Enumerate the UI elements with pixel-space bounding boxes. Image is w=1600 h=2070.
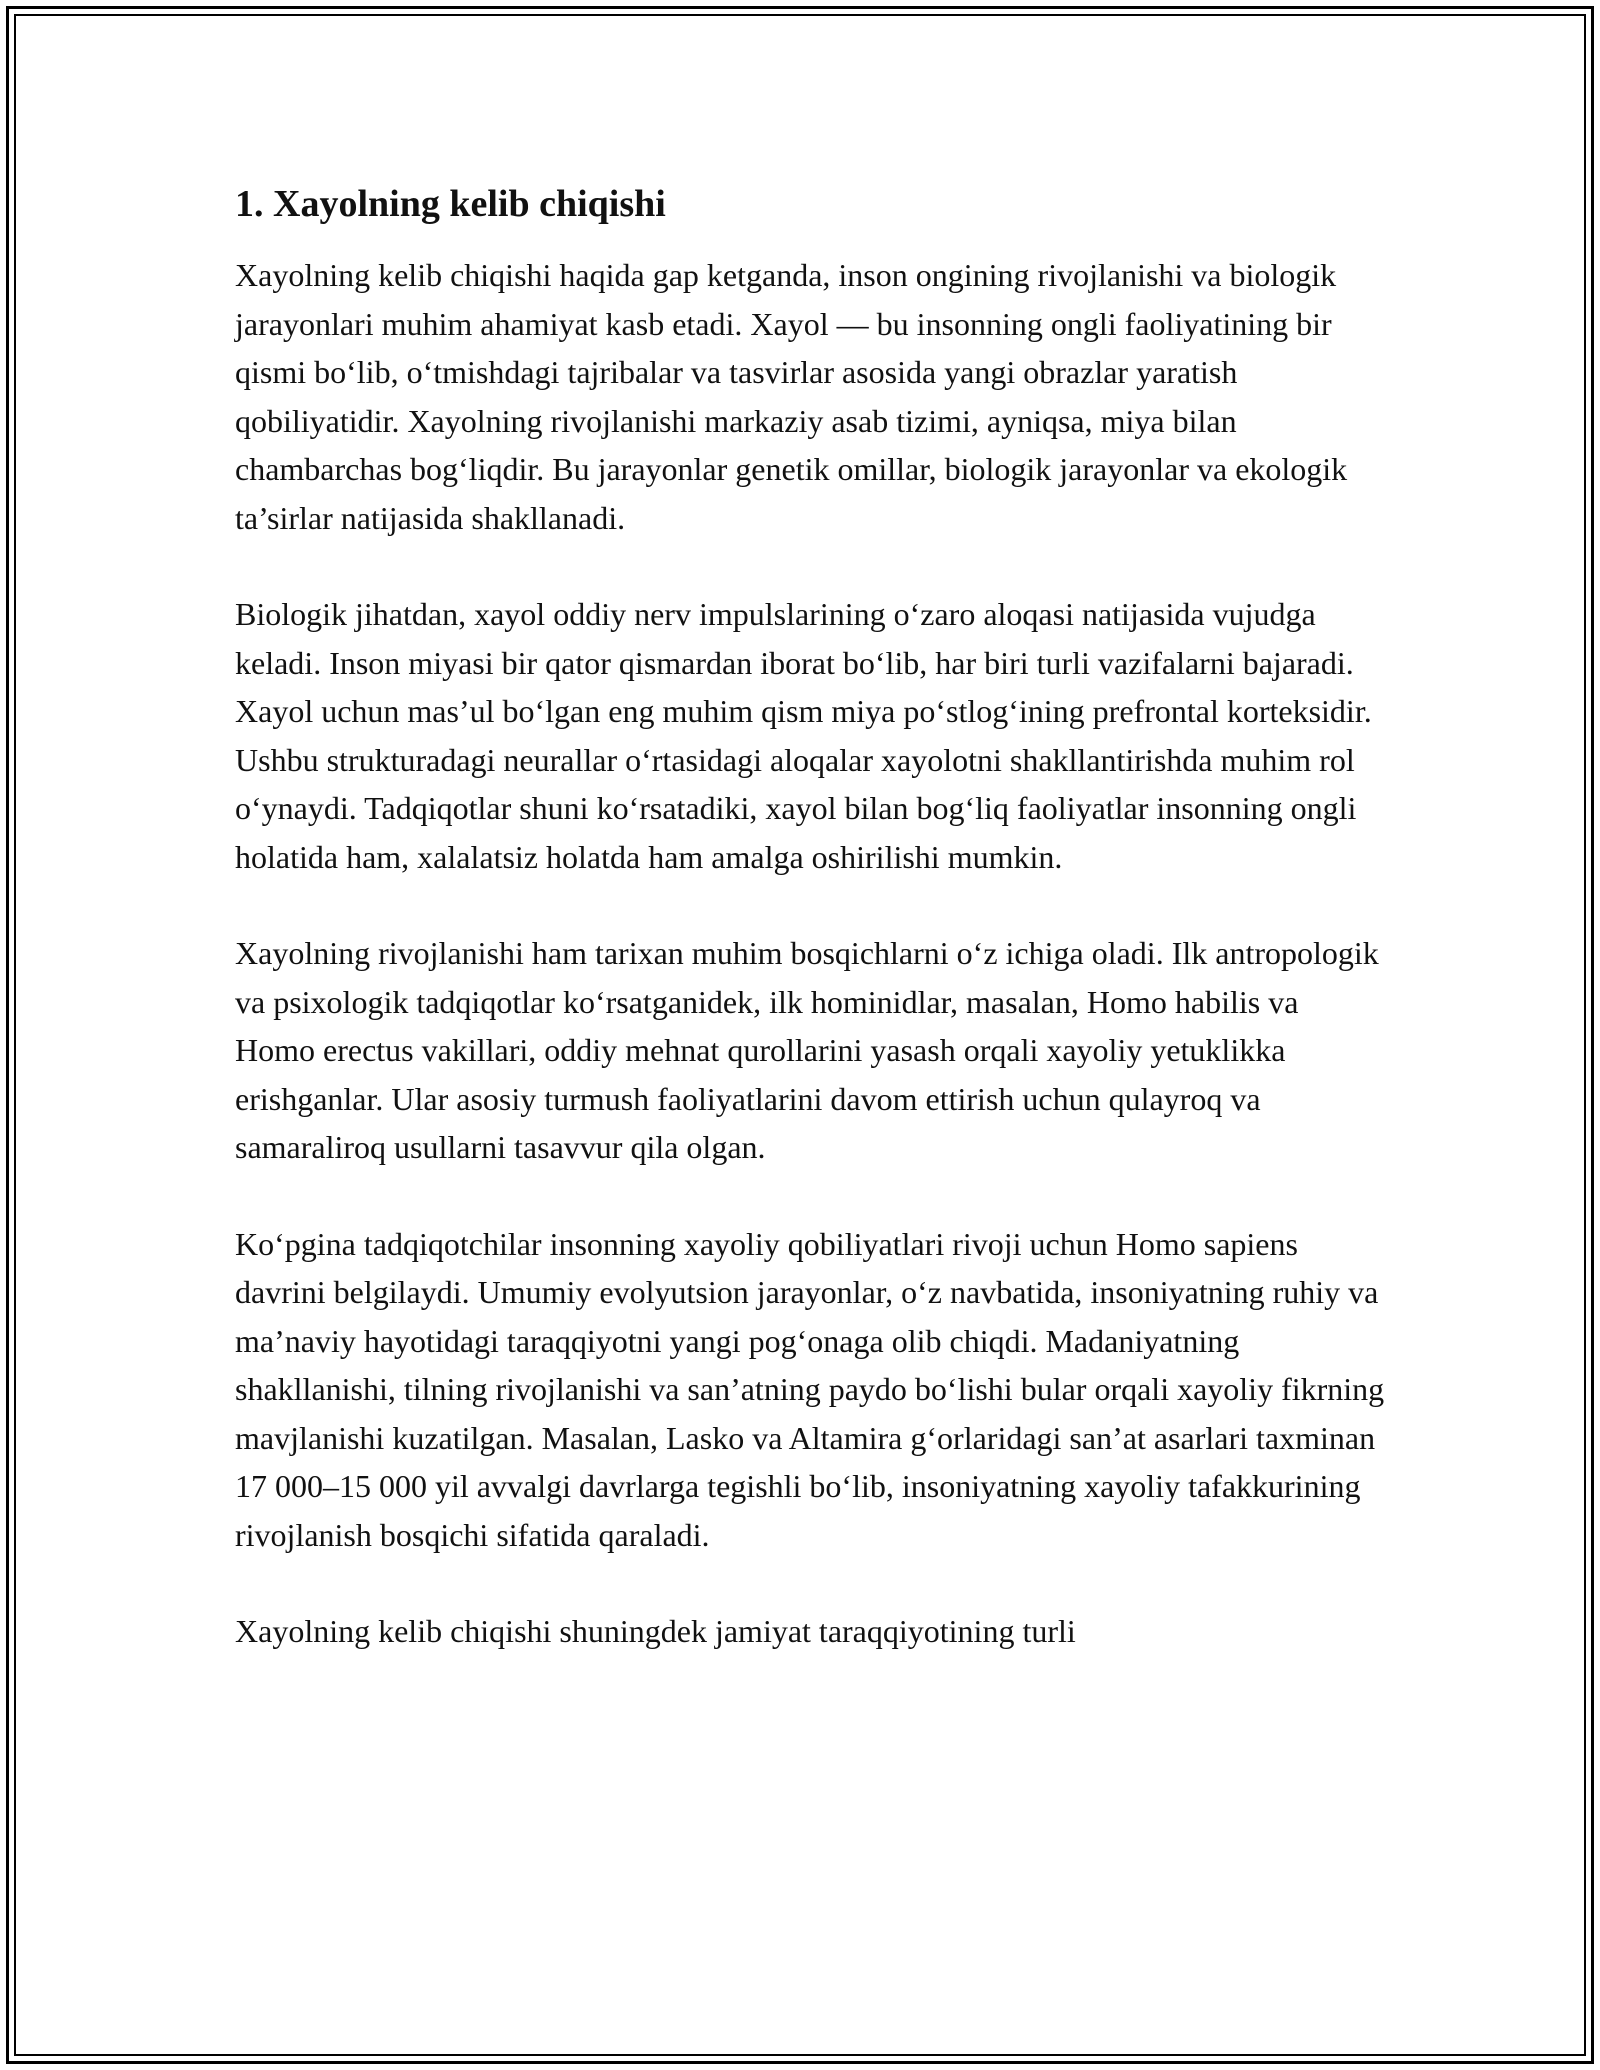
paragraph-5: Xayolning kelib chiqishi shuningdek jamiyat taraqqiyotining turli	[235, 1613, 1076, 1650]
paragraph-2: Biologik jihatdan, xayol oddiy nerv impulslarining o‘zaro aloqasi natijasida vujudga keladi. Inson miyasi bir qator qismardan iborat bo‘lib, har biri turli vazifalarni bajaradi. Xayol uchun mas’ul bo‘lgan eng muhim qism miya po‘stlog‘ining prefrontal korteksidir. Ushbu strukturadagi neurallar o‘rtasidagi aloqalar xayolotni shakllantirishda muhim rol o‘ynaydi. Tadqiqotlar shuni ko‘rsatadiki, xayol bilan bog‘liq faoliyatlar insonning ongli holatida ham, xalalatsiz holatda ham amalga oshirilishi mumkin.	[235, 596, 1372, 875]
paragraph-4: Ko‘pgina tadqiqotchilar insonning xayoliy qobiliyatlari rivoji uchun Homo sapiens davrini belgilaydi. Umumiy evolyutsion jarayonlar, o‘z navbatida, insoniyatning ruhiy va ma’naviy hayotidagi taraqqiyotni yangi pog‘onaga olib chiqdi. Madaniyatning shakllanishi, tilning rivojlanishi va san’atning paydo bo‘lishi bular orqali xayoliy fikrning mavjlanishi kuzatilgan. Masalan, Lasko va Altamira g‘orlaridagi san’at asarlari taxminan 17 000–15 000 yil avvalgi davrlarga tegishli bo‘lib, insoniyatning xayoliy tafakkurining rivojlanish bosqichi sifatida qaraladi.	[235, 1225, 1385, 1553]
paragraph-1: Xayolning kelib chiqishi haqida gap ketganda, inson ongining rivojlanishi va biologik jarayonlari muhim ahamiyat kasb etadi. Xayol — bu insonning ongli faoliyatining bir qismi bo‘lib, o‘tmishdagi tajribalar va tasvirlar asosida yangi obrazlar yaratish qobiliyatidir. Xayolning rivojlanishi markaziy asab tizimi, ayniqsa, miya bilan chambarchas bog‘liqdir. Bu jarayonlar genetik omillar, biologik jarayonlar va ekologik ta’sirlar natijasida shakllanadi.	[235, 257, 1348, 536]
paragraph-3: Xayolning rivojlanishi ham tarixan muhim bosqichlarni o‘z ichiga oladi. Ilk antropologik va psixologik tadqiqotlar ko‘rsatganidek, ilk hominidlar, masalan, Homo habilis va Homo erectus vakillari, oddiy mehnat qurollarini yasash orqali xayoliy yetuklikka erishganlar. Ular asosiy turmush faoliyatlarini davom ettirish uchun qulayroq va samaraliroq usullarni tasavvur qila olgan.	[235, 935, 1379, 1166]
document-body	[235, 180, 1385, 1704]
section-heading: 1. Xayolning kelib chiqishi	[235, 183, 666, 225]
